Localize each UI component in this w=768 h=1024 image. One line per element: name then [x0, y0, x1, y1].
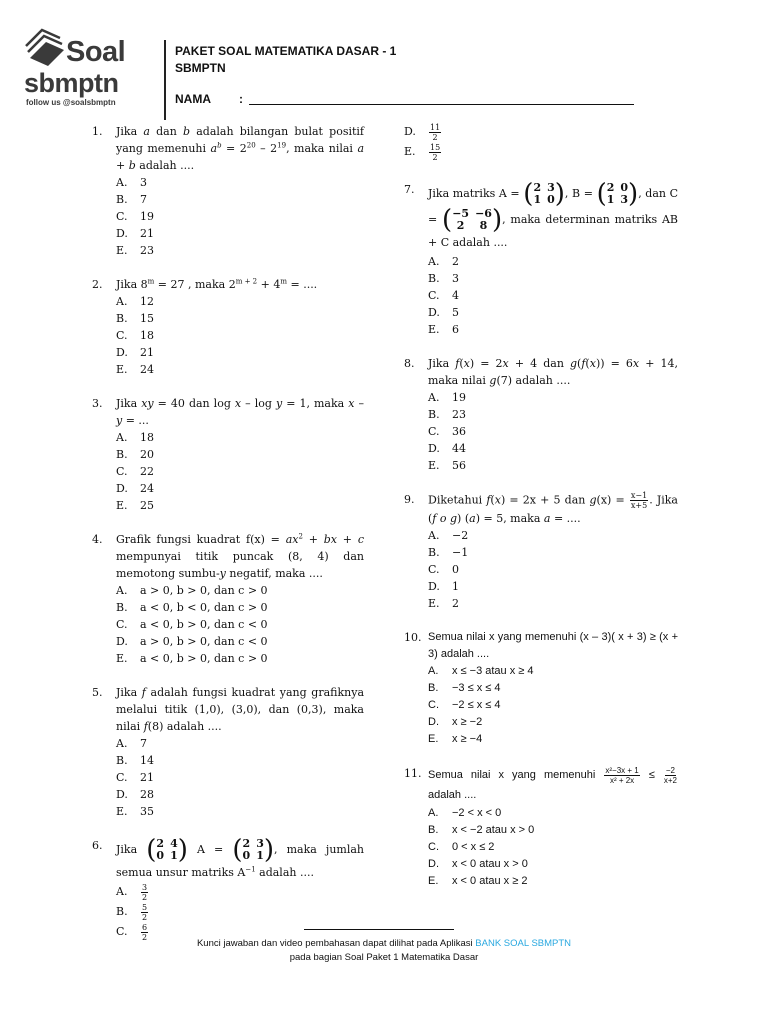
question-1: [92, 123, 364, 259]
question-number: 9.: [404, 493, 415, 506]
option[interactable]: B. $\frac{5}{2}$: [116, 903, 148, 922]
question-4: [92, 531, 364, 667]
option-list: [428, 527, 678, 612]
question-7: [404, 181, 678, 338]
option[interactable]: E. $\frac{15}{2}$: [404, 143, 441, 162]
option-list: [428, 389, 678, 474]
option[interactable]: C. 0: [428, 563, 459, 576]
logo-book-icon: [24, 28, 70, 68]
question-stem: Jika ( 2 4 0 1 ) A = ( 2 3 0 1 ), maka jumlah semua unsur matriks $A^{-1}$ adalah ....: [116, 835, 365, 879]
option[interactable]: B. 20: [116, 448, 154, 461]
fraction: $\frac{x-1}{x+5}$: [630, 491, 648, 510]
option[interactable]: B. −3 ≤ x ≤ 4: [428, 682, 501, 694]
matrix: ( 2 0 1 3 ): [596, 179, 639, 209]
fraction: $\frac{\text{x²−3x + 1}}{\text{x² + 2x}}$: [605, 765, 639, 785]
fraction: $\frac{5}{2}$: [142, 903, 148, 922]
option[interactable]: C. 19: [116, 210, 154, 223]
option[interactable]: A. 2: [428, 255, 459, 268]
option[interactable]: B. 14: [116, 754, 154, 767]
option-list: [116, 582, 364, 667]
option[interactable]: A. 3: [116, 176, 147, 189]
question-10: [404, 629, 678, 748]
option[interactable]: D. 21: [116, 227, 154, 240]
option[interactable]: E. 6: [428, 323, 459, 336]
option[interactable]: D. x < 0 atau x > 0: [428, 858, 528, 870]
question-stem: Diketahui f(x) = 2x + 5 dan g(x) = $\frac{x-1}{x+5}$ . Jika (f o g) (a) = 5, maka a = ....: [428, 491, 678, 525]
option[interactable]: B. 15: [116, 312, 154, 325]
option-list: [116, 883, 364, 943]
option[interactable]: A. −2: [428, 529, 469, 542]
option[interactable]: C. 18: [116, 329, 154, 342]
option[interactable]: D. a > 0, b > 0, dan c < 0: [116, 635, 268, 648]
footer-note-line2: pada bagian Soal Paket 1 Matematika Dasar: [289, 952, 479, 963]
option[interactable]: A. 18: [116, 431, 154, 444]
fraction: $\frac{-2}{x+2}$: [663, 765, 677, 785]
fraction: $\frac{3}{2}$: [142, 883, 148, 902]
logo-word-sbmptn: sbmptn: [24, 68, 119, 98]
option[interactable]: C. −2 ≤ x ≤ 4: [428, 699, 501, 711]
page-subtitle: SBMPTN: [175, 61, 226, 75]
question-2: [92, 276, 364, 378]
option[interactable]: A. 12: [116, 295, 154, 308]
name-field[interactable]: [175, 92, 634, 106]
option[interactable]: C. 22: [116, 465, 154, 478]
matrix: ( 2 4 0 1 ): [146, 835, 188, 865]
option[interactable]: E. 23: [116, 244, 154, 257]
matrix: ( 2 3 0 1 ): [232, 835, 274, 865]
header-divider: [164, 40, 166, 120]
question-number: 7.: [404, 183, 415, 196]
name-line[interactable]: [249, 104, 634, 105]
question-9: [404, 491, 678, 612]
option[interactable]: C. 36: [428, 425, 466, 438]
question-number: 4.: [92, 533, 103, 546]
option[interactable]: A. 7: [116, 737, 147, 750]
footer-divider: [304, 929, 454, 930]
question-number: 8.: [404, 357, 415, 370]
option[interactable]: E. 25: [116, 499, 154, 512]
option[interactable]: C. a < 0, b > 0, dan c < 0: [116, 618, 268, 631]
option[interactable]: B. 7: [116, 193, 147, 206]
question-6-continued: [404, 123, 678, 163]
logo-follow-text: follow us @soalsbmptn: [26, 98, 116, 107]
option[interactable]: B. x < −2 atau x > 0: [428, 824, 535, 836]
question-number: 10.: [404, 631, 422, 644]
question-stem: Grafik fungsi kuadrat $f(x) = ax^2$ + bx + c mempunyai titik puncak (8, 4) dan memotong sumbu-y negatif, maka ....: [116, 532, 364, 580]
option[interactable]: E. 56: [428, 459, 466, 472]
option[interactable]: A. x ≤ −3 atau x ≥ 4: [428, 665, 534, 677]
option[interactable]: D. x ≥ −2: [428, 716, 483, 728]
option[interactable]: E. x ≥ −4: [428, 733, 483, 745]
footer-note: Kunci jawaban dan video pembahasan dapat dilihat pada Aplikasi BANK SOAL SBMPTN: [196, 938, 572, 949]
right-column: [404, 123, 678, 907]
option-list: [116, 735, 364, 820]
app-name-link[interactable]: BANK SOAL SBMPTN: [475, 938, 572, 949]
option[interactable]: C. $\frac{6}{2}$: [116, 923, 148, 942]
option[interactable]: D. 24: [116, 482, 154, 495]
option-list: [428, 805, 678, 890]
option[interactable]: A. −2 < x < 0: [428, 807, 502, 819]
question-number: 5.: [92, 686, 103, 699]
option[interactable]: C. 0 < x ≤ 2: [428, 841, 495, 853]
option[interactable]: E. 35: [116, 805, 154, 818]
option[interactable]: D. 28: [116, 788, 154, 801]
option[interactable]: C. 4: [428, 289, 459, 302]
question-number: 3.: [92, 397, 103, 410]
option[interactable]: E. 2: [428, 597, 459, 610]
question-number: 1.: [92, 125, 103, 138]
question-stem: Semua nilai x yang memenuhi (x – 3)( x + 3) ≥ (x + 3) adalah ....: [428, 631, 678, 660]
question-stem: Jika f(x) = 2x + 4 dan g(f(x)) = 6x + 14, maka nilai g(7) adalah ....: [428, 357, 679, 387]
fraction: $\frac{11}{2}$: [430, 123, 441, 142]
question-6: [92, 837, 364, 943]
logo-word-soal: Soal: [66, 36, 126, 68]
question-number: 11.: [404, 767, 422, 780]
option[interactable]: A. 19: [428, 391, 466, 404]
matrix: ( 2 3 1 0 ): [523, 179, 565, 209]
fraction: $\frac{6}{2}$: [142, 923, 148, 942]
fraction: $\frac{15}{2}$: [430, 143, 441, 162]
option[interactable]: A. a > 0, b > 0, dan c > 0: [116, 584, 268, 597]
question-stem: Jika f adalah fungsi kuadrat yang grafiknya melalui titik (1,0), (3,0), dan (0,3), maka nilai f(8) adalah ....: [116, 686, 365, 733]
option[interactable]: B. 23: [428, 408, 466, 421]
question-3: [92, 395, 364, 514]
option[interactable]: E. x < 0 atau x ≥ 2: [428, 875, 528, 887]
option-list: [116, 174, 364, 259]
question-number: 6.: [92, 839, 103, 852]
name-label: NAMA: [175, 92, 211, 106]
option[interactable]: D. 1: [428, 580, 459, 593]
option[interactable]: B. −1: [428, 546, 469, 559]
option[interactable]: B. a < 0, b < 0, dan c > 0: [116, 601, 268, 614]
option-list: [116, 293, 364, 378]
left-column: [92, 123, 364, 960]
question-number: 2.: [92, 278, 103, 291]
name-colon: :: [239, 92, 243, 106]
option-list: [428, 663, 678, 748]
question-5: [92, 684, 364, 820]
question-stem: Jika $8^m = 27$ , maka $2^{m + 2} + 4^m$ = ....: [116, 277, 318, 291]
question-stem: Jika a dan b adalah bilangan bulat positif yang memenuhi $a^b = 2^{20} - 2^{19}$, maka nilai a + b adalah ....: [116, 125, 365, 172]
option[interactable]: A. $\frac{3}{2}$: [116, 883, 148, 902]
option[interactable]: D. 44: [428, 442, 466, 455]
option[interactable]: E. 24: [116, 363, 154, 376]
question-stem: Semua nilai x yang memenuhi $\frac{\text{x²−3x + 1}}{\text{x² + 2x}}$ ≤ $\frac{-2}{x+2}$ adalah ....: [428, 765, 677, 801]
option[interactable]: E. a < 0, b > 0, dan c > 0: [116, 652, 268, 665]
option[interactable]: D. 5: [428, 306, 459, 319]
option[interactable]: C. 21: [116, 771, 154, 784]
matrix: ( −5 −6 2 8 ): [442, 205, 503, 235]
question-stem: Jika matriks A = ( 2 3 1 0 ), B = ( 2 0 1 3 ), dan C = ( −5 −6 2 8 ), maka determinan matriks AB + C adalah ....: [428, 179, 679, 249]
question-11: [404, 765, 678, 890]
question-stem: Jika xy = 40 dan log x – log y = 1, maka x – y = ...: [116, 397, 365, 427]
option[interactable]: D. $\frac{11}{2}$: [404, 123, 441, 142]
option-list: [428, 253, 678, 338]
option-list: [116, 429, 364, 514]
option[interactable]: B. 3: [428, 272, 459, 285]
question-8: [404, 355, 678, 474]
option[interactable]: D. 21: [116, 346, 154, 359]
logo: [24, 28, 154, 108]
page-title: PAKET SOAL MATEMATIKA DASAR - 1: [175, 44, 397, 58]
